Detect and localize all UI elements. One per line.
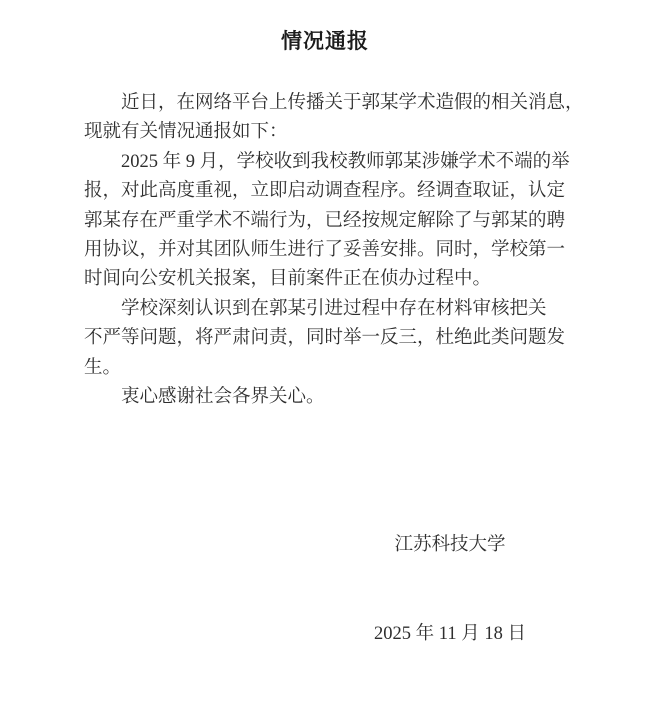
body-line: 现就有关情况通报如下：: [84, 122, 288, 143]
signature-org: 江苏科技大学: [394, 534, 506, 555]
body-line: 郭某存在严重学术不端行为，已经按规定解除了与郭某的聘: [84, 210, 566, 231]
body-line: 近日，在网络平台上传播关于郭某学术造假的相关消息，: [121, 93, 584, 113]
body-line: 报，对此高度重视，立即启动调查程序。经调查取证，认定: [84, 181, 566, 202]
body-line: 用协议，并对其团队师生进行了妥善安排。同时，学校第一: [84, 240, 566, 261]
document-title: 情况通报: [281, 30, 369, 53]
body-line: 时间向公安机关报案，目前案件正在侦办过程中。: [84, 269, 492, 290]
signature-block: [324, 471, 576, 709]
body-line: 不严等问题，将严肃问责，同时举一反三，杜绝此类问题发: [84, 328, 566, 349]
body-line: 学校深刻认识到在郭某引进过程中存在材料审核把关: [121, 298, 547, 319]
body-line: 衷心感谢社会各界关心。: [121, 387, 325, 408]
body-line: 生。: [84, 357, 122, 378]
document-body: [84, 89, 604, 412]
signature-date: 2025 年 11 月 18 日: [374, 623, 526, 644]
body-line: 2025 年 9 月，学校收到我校教师郭某涉嫌学术不端的举: [121, 151, 570, 172]
